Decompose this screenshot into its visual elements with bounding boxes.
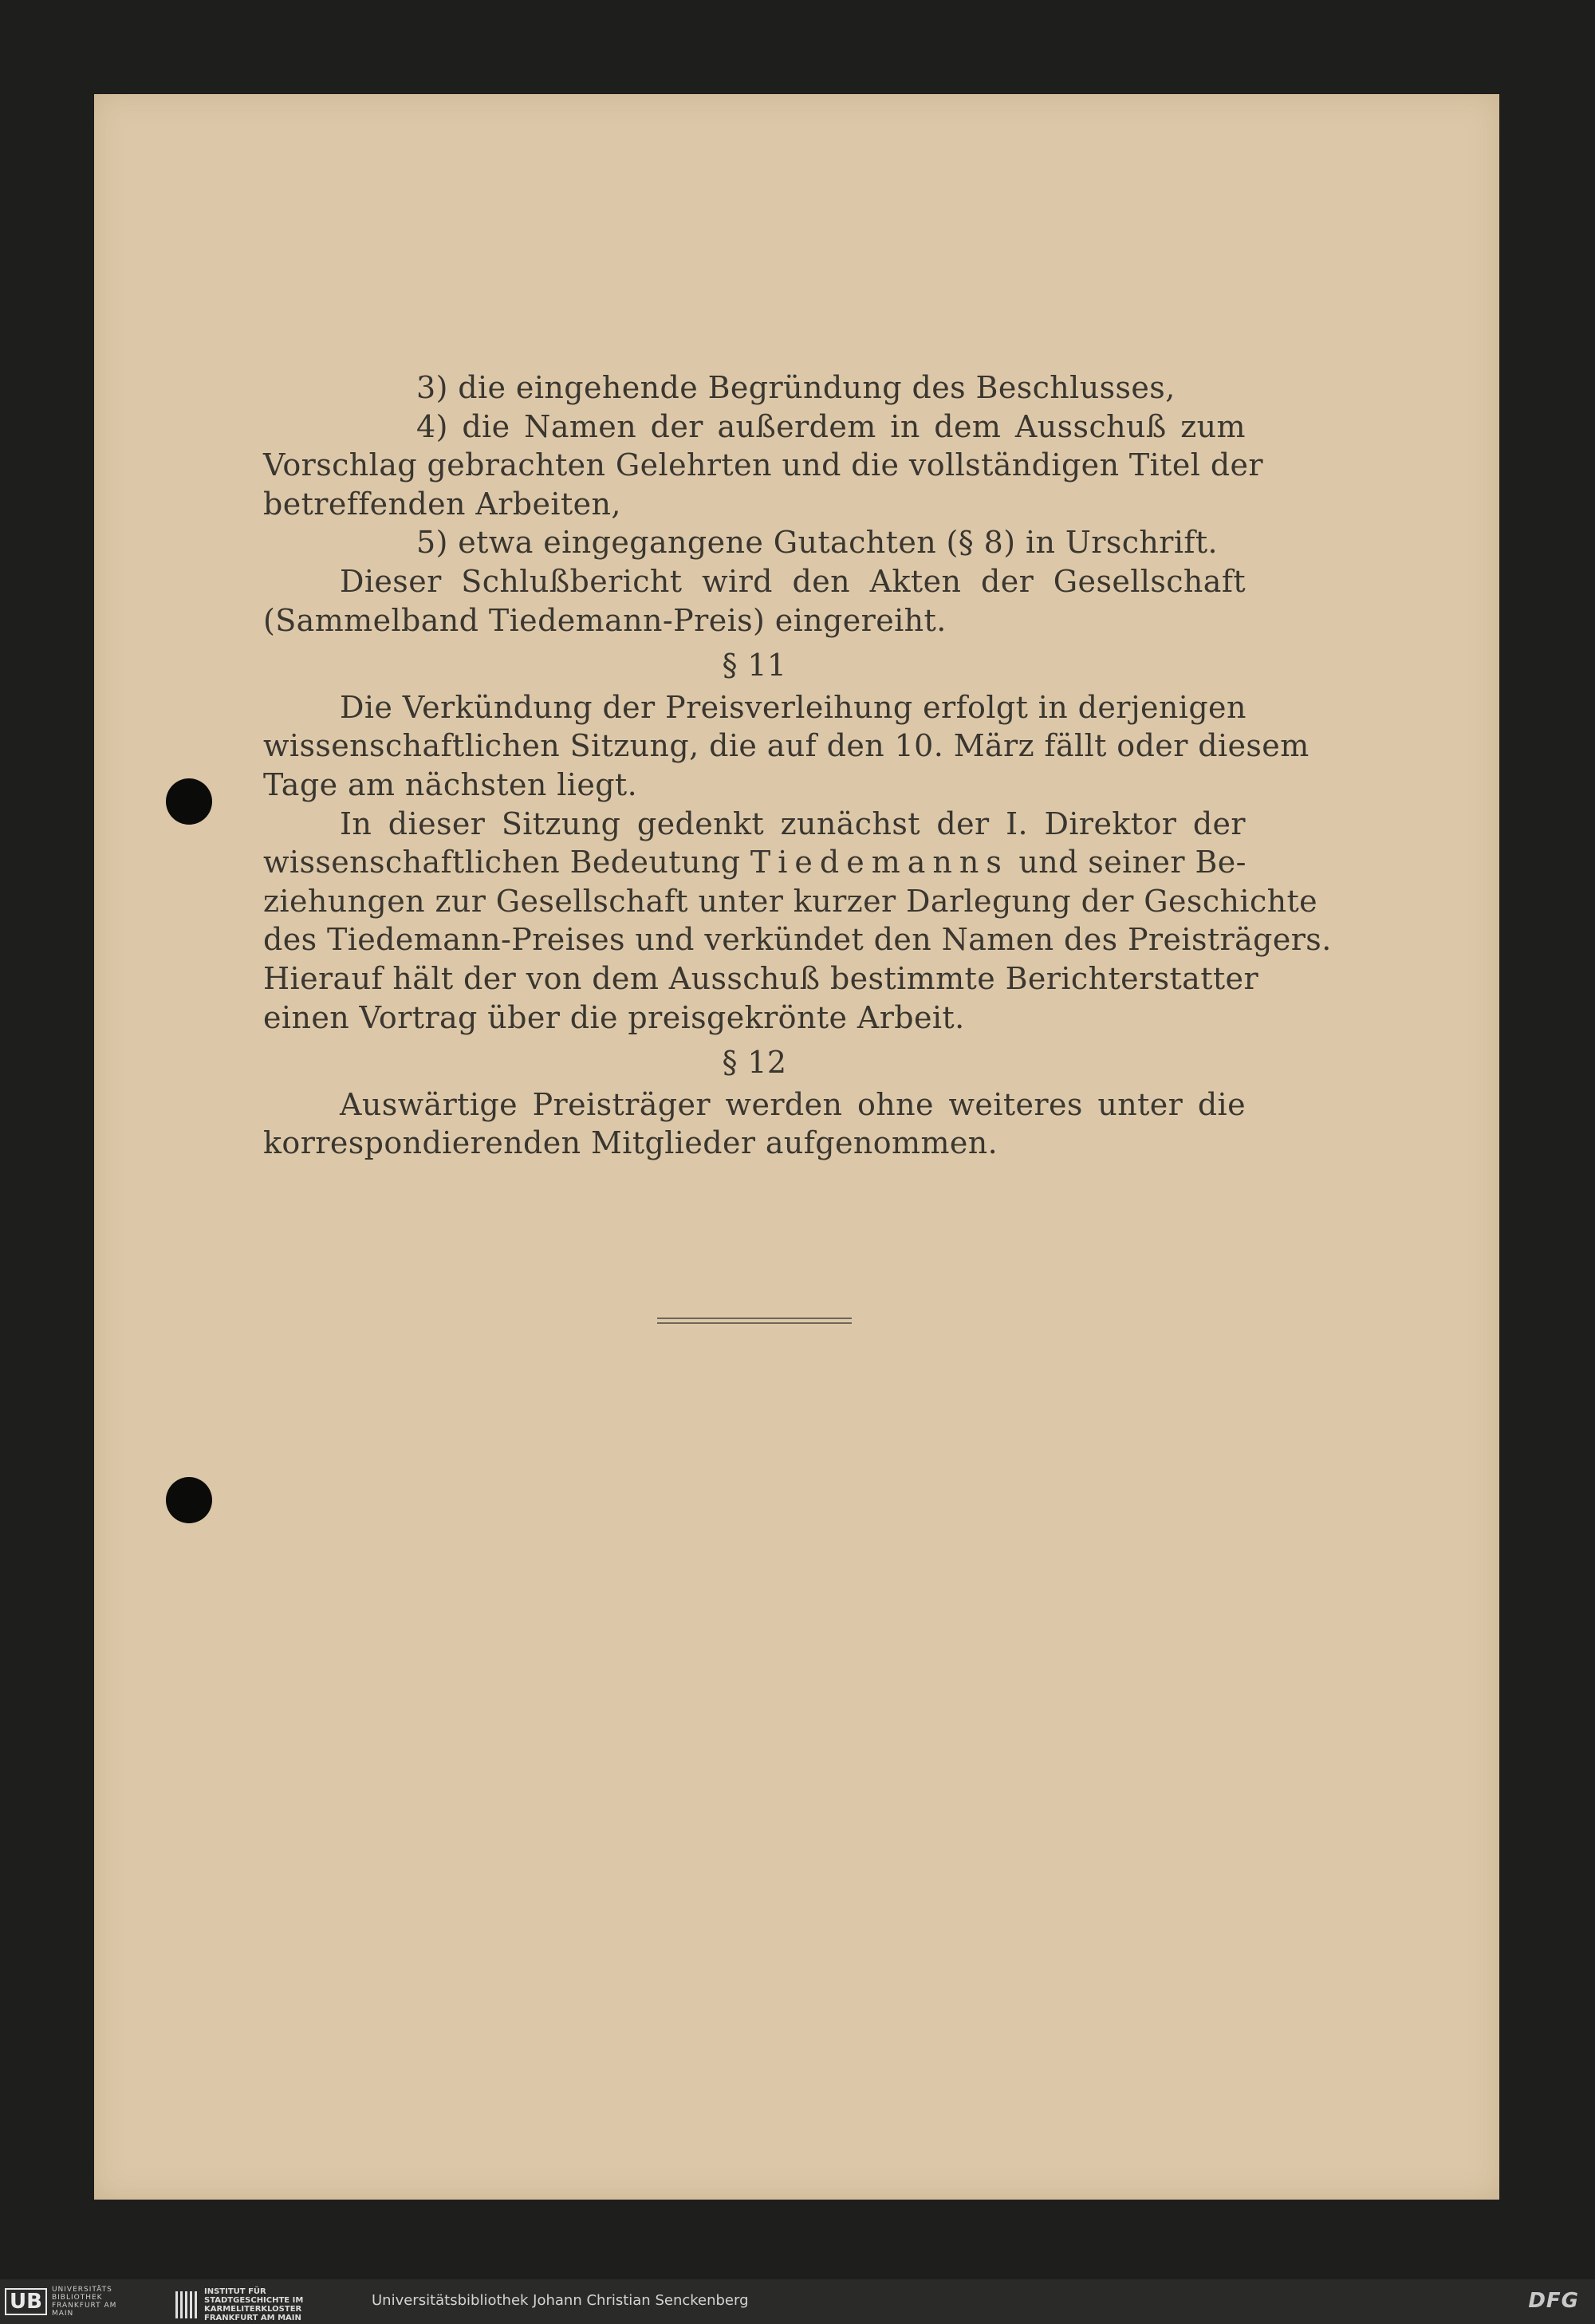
text-line: 4) die Namen der außerdem in dem Ausschuß zum: [416, 408, 1246, 444]
ub-logo-text: UNIVERSITÄTS BIBLIOTHEK FRANKFURT AM MAIN: [51, 2286, 117, 2318]
text-line: korrespondierenden Mitglieder aufgenommen.: [263, 1125, 998, 1161]
text-line: Hierauf hält der von dem Ausschuß bestimmte Berichterstatter: [263, 960, 1259, 996]
text-line: betreffenden Arbeiten,: [263, 486, 621, 522]
punch-hole-bottom: [166, 1477, 212, 1523]
ifs-logo-text: INSTITUT FÜR STADTGESCHICHTE IM KARMELITERKLOSTER FRANKFURT AM MAIN: [204, 2287, 304, 2322]
text-line: wissenschaftlichen Sitzung, die auf den 10. März fällt oder diesem: [263, 728, 1309, 764]
section-heading: § 12: [722, 1045, 787, 1081]
ub-logo-mark: UB: [5, 2288, 47, 2315]
text-line: Vorschlag gebrachten Gelehrten und die vollständigen Titel der: [263, 447, 1263, 483]
punch-hole-top: [166, 778, 212, 825]
text-line: In dieser Sitzung gedenkt zunächst der I. Direktor der: [340, 806, 1246, 841]
ub-logo: [5, 2287, 140, 2316]
text-line: ziehungen zur Gesellschaft unter kurzer Darlegung der Geschichte: [263, 883, 1318, 919]
library-caption: Universitätsbibliothek Johann Christian Senckenberg: [372, 2292, 749, 2309]
end-divider: [657, 1318, 852, 1324]
text-line: Tage am nächsten liegt.: [263, 766, 638, 802]
dfg-logo: DFG: [1528, 2289, 1579, 2313]
text-line: einen Vortrag über die preisgekrönte Arbeit.: [263, 999, 965, 1035]
text-line: (Sammelband Tiedemann-Preis) eingereiht.: [263, 602, 947, 638]
text-line: [263, 843, 1246, 882]
text-line: Die Verkündung der Preisverleihung erfolgt in derjenigen: [340, 689, 1246, 725]
text-line: des Tiedemann-Preises und verkündet den Namen des Preisträgers.: [263, 922, 1332, 958]
footer-bar: [0, 2279, 1595, 2324]
text-line: 3) die eingehende Begründung des Beschlusses,: [416, 370, 1176, 405]
text-line: Auswärtige Preisträger werden ohne weiteres unter die: [340, 1086, 1246, 1122]
ifs-logo-icon: [175, 2291, 199, 2318]
text-line: 5) etwa eingegangene Gutachten (§ 8) in Urschrift.: [416, 525, 1219, 561]
spaced-name: Tiedemanns: [750, 845, 1009, 880]
text-segment: und seiner Be-: [1018, 845, 1246, 880]
text-line: Dieser Schlußbericht wird den Akten der Gesellschaft: [340, 563, 1246, 599]
section-heading: § 11: [722, 648, 787, 683]
document-body: [263, 368, 1332, 1163]
ifs-logo: [175, 2287, 324, 2322]
text-segment: wissenschaftlichen Bedeutung: [263, 845, 741, 880]
